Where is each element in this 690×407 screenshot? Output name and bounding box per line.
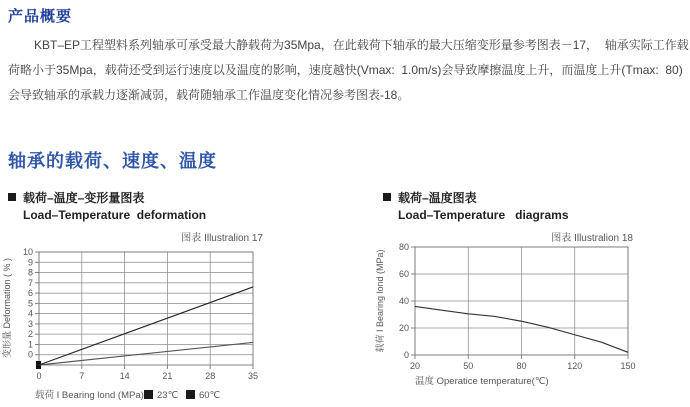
legend-label: 23℃ [157,390,179,401]
bullet-square-icon [8,193,16,201]
page-title: 产品概要 [8,8,73,25]
x-tick-label: 80 [516,361,527,371]
y-tick-label: 0 [27,349,33,360]
y-axis-label: 变形量 Deformation ( % ) [2,257,12,359]
y-tick-label: 1 [27,339,33,350]
y-tick-label: 10 [22,247,33,257]
x-tick-label: 21 [162,371,173,381]
x-axis-label: 载荷 I Bearing lond (MPa) [35,390,144,401]
right-chart-header [383,189,569,222]
left-chart-en-title: Load–Temperature deformation [23,208,207,222]
chart-illustration-17 [0,228,300,407]
y-tick-label: 3 [27,318,33,329]
plot-border [39,252,253,365]
intro-paragraph [8,33,689,108]
x-tick-label: 20 [409,361,421,371]
y-tick-label: 2 [27,329,33,340]
y-tick-label: 0 [403,350,409,360]
left-chart-header [8,189,206,222]
x-tick-label: 35 [247,371,259,381]
chart-illustration-18 [370,228,690,388]
y-tick-label: 8 [27,267,33,278]
legend-label: 60℃ [199,390,221,401]
y-axis-label: 载荷 I Bearing lond (MPa) [375,249,385,353]
x-axis-label: 温度 Operatice temperature(℃) [415,376,549,387]
x-tick-label: 120 [567,361,583,371]
paragraph-line-1: KBT–EP工程塑料系列轴承可承受最大静载荷为35Mpa，在此载荷下轴承的最大压缩变形量参考图表－17， 轴承实际工作载 [34,38,689,52]
y-tick-label: 80 [398,242,409,252]
chart-caption: 图表 Illustralion 17 [181,233,263,244]
x-tick-label: 7 [79,371,85,381]
bullet-square-icon [383,193,391,201]
legend-swatch [186,390,195,399]
section-title: 轴承的载荷、速度、温度 [8,151,217,171]
x-tick-label: 50 [463,361,474,371]
y-tick-label: 40 [398,296,409,306]
y-tick-label: 4 [27,308,33,319]
right-chart-en-title: Load–Temperature diagrams [398,208,569,222]
x-tick-label: 150 [620,361,636,371]
right-chart-zh-title: 载荷–温度图表 [398,191,477,205]
paragraph-line-3: 会导致轴承的承载力逐渐减弱，载荷随轴承工作温度变化情况参考图表-18。 [8,88,410,102]
left-chart-zh-title: 载荷–温度–变形量图表 [23,191,145,205]
y-tick-label: 20 [398,323,409,333]
y-tick-label: 5 [27,298,33,309]
chart-caption: 图表 Illustralion 18 [551,233,633,244]
paragraph-line-2: 荷略小于35Mpa，载荷还受到运行速度以及温度的影响，速度越快(Vmax: 1.0m/s)会导致摩擦温度上升，而温度上升(Tmax: 80) [8,63,683,77]
x-tick-label: 14 [119,371,130,381]
x-tick-label: 0 [36,371,42,381]
y-tick-label: 60 [398,269,409,279]
legend-swatch [144,390,153,399]
y-tick-label: 9 [27,257,33,268]
x-tick-label: 28 [205,371,216,381]
y-tick-label: 7 [27,277,33,288]
y-tick-label: 6 [27,288,33,299]
